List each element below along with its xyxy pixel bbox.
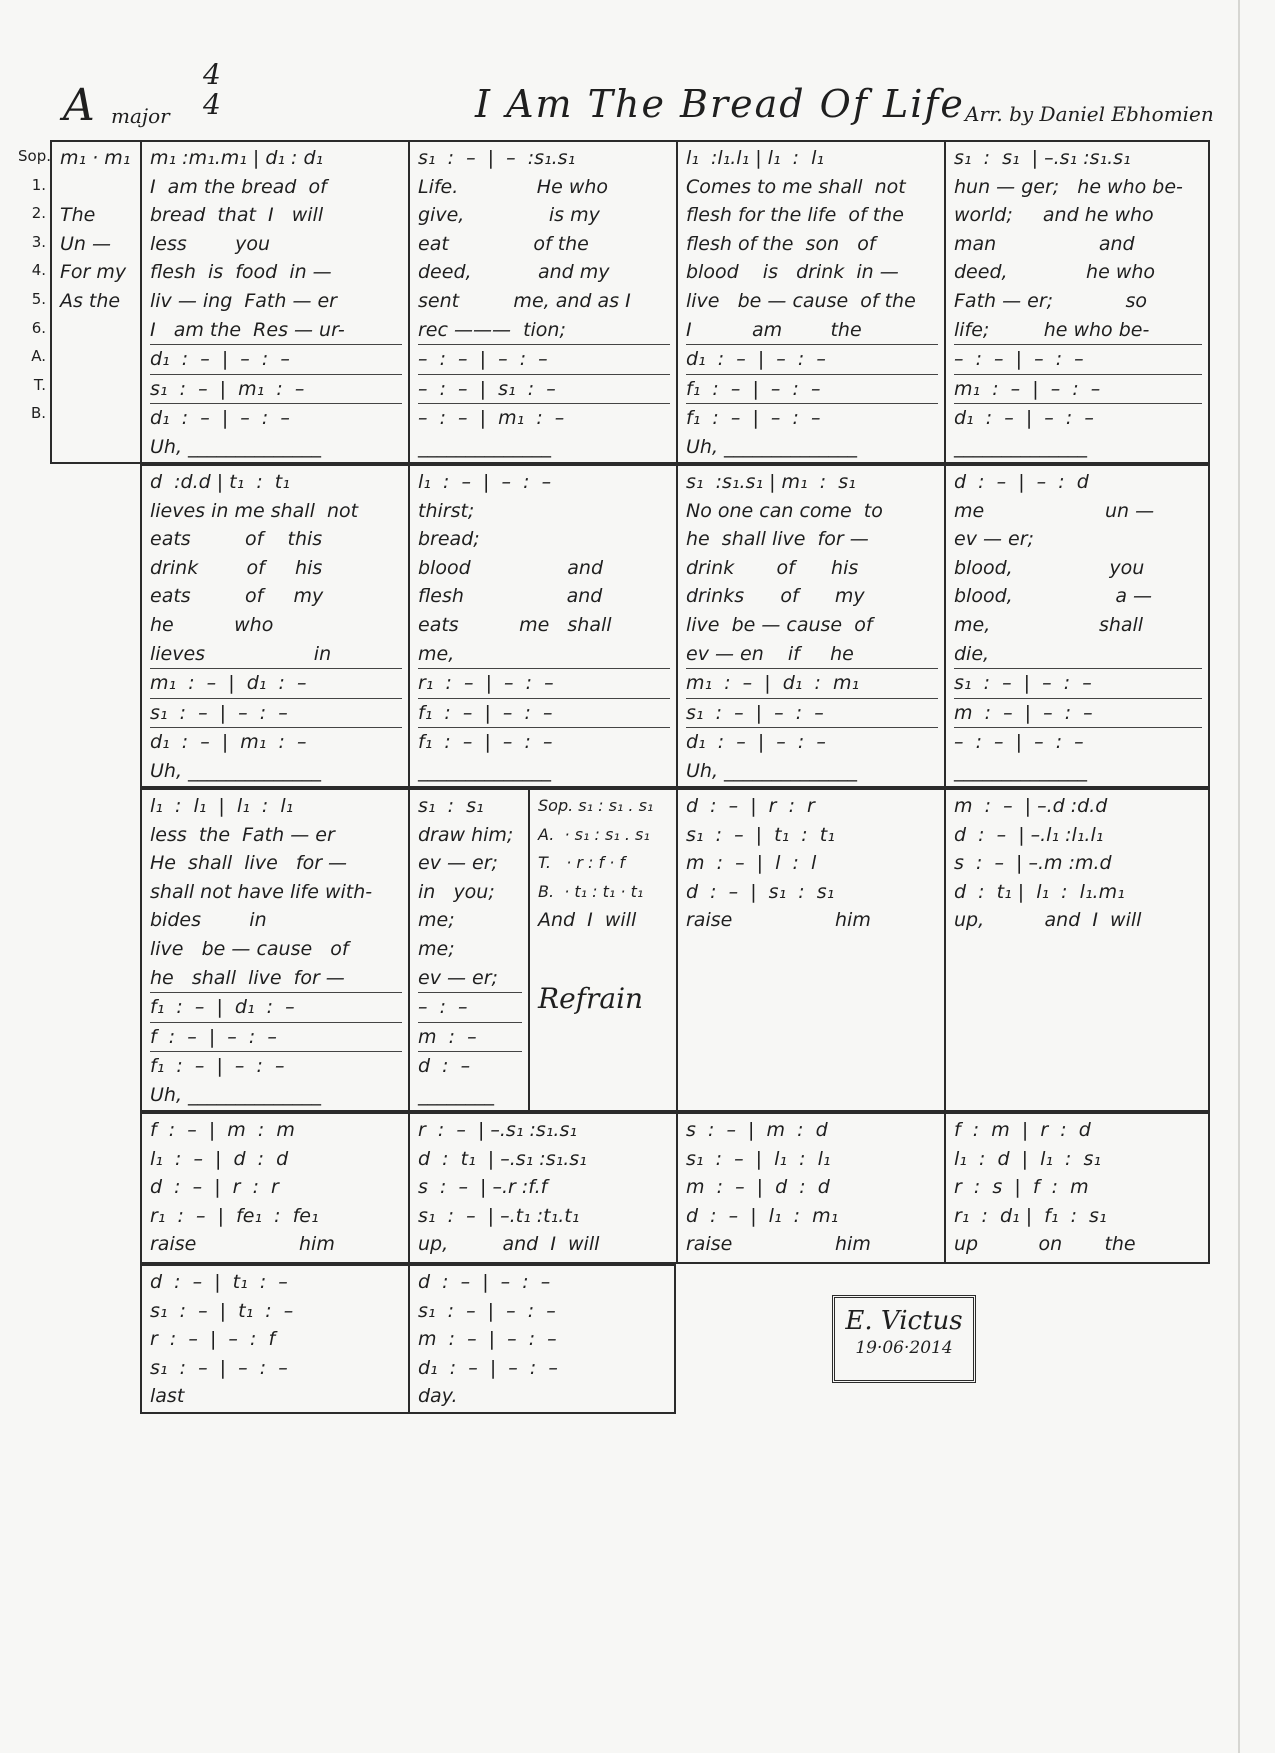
signature-name: E. Victus — [845, 1306, 963, 1336]
line: f₁ : – | – : – — [418, 698, 670, 728]
line: d₁ : – | – : – — [954, 403, 1202, 433]
line: r₁ : – | fe₁ : fe₁ — [150, 1204, 319, 1227]
line: Uh, ______________ — [686, 759, 858, 782]
line: – : – | – : – — [418, 344, 670, 374]
label: T. — [33, 375, 46, 394]
line: I am the bread of — [150, 175, 327, 198]
label: Sop. — [18, 147, 51, 165]
line: bread that I will — [150, 204, 324, 227]
line: drink of his — [686, 556, 859, 579]
line: r₁ : d₁ | f₁ : s₁ — [954, 1204, 1107, 1227]
line: r : – | –.s₁ :s₁.s₁ — [418, 1119, 577, 1141]
line: d₁ : – | – : – — [418, 1356, 558, 1379]
time-signature-top: 4 — [203, 58, 221, 91]
line: l₁ : – | – : – — [418, 471, 552, 493]
line: s₁ : – | – : – — [150, 1356, 288, 1379]
line: d : – | r : r — [686, 795, 815, 817]
line: lieves in me shall not — [150, 499, 359, 522]
line: f : – | m : m — [150, 1119, 295, 1141]
line: raise him — [686, 1233, 871, 1256]
line: d : t₁ | l₁ : l₁.m₁ — [954, 880, 1125, 903]
line: up, and I will — [418, 1233, 600, 1256]
time-signature — [203, 60, 221, 120]
line: raise him — [686, 909, 871, 932]
line: rec ——— tion; — [418, 318, 566, 341]
line: I am the Res — ur- — [150, 318, 345, 341]
line: ev — en if he — [686, 642, 854, 665]
label: 5. — [31, 289, 46, 308]
measure — [410, 1114, 678, 1262]
line: in you; — [418, 880, 495, 903]
line: – : – — [418, 992, 522, 1022]
arranger-credit: Arr. by Daniel Ebhomien — [965, 102, 1214, 126]
line: less you — [150, 232, 270, 255]
line: s₁ : – | –.t₁ :t₁.t₁ — [418, 1204, 580, 1227]
line: live be — cause of the — [686, 289, 916, 312]
line: s₁ : – | – : – — [150, 698, 402, 728]
measure — [410, 142, 678, 462]
measure — [142, 142, 410, 462]
line: drink of his — [150, 556, 323, 579]
line: d : – | t₁ : – — [150, 1271, 288, 1293]
line: he shall live for — — [150, 966, 345, 989]
line: – : – | – : – — [954, 727, 1202, 757]
line: For my — [60, 261, 127, 284]
line: me, shall — [954, 613, 1144, 636]
line: ______________ — [954, 435, 1087, 458]
line: d : – — [418, 1051, 522, 1081]
line: m : – — [418, 1022, 522, 1052]
line: f₁ : – | – : – — [150, 1051, 402, 1081]
measure — [410, 790, 530, 1110]
line: ev — er; — [954, 528, 1034, 551]
line: blood and — [418, 556, 604, 579]
line: f₁ : – | – : – — [686, 403, 938, 433]
line: thirst; — [418, 499, 475, 522]
measure — [142, 1266, 410, 1412]
song-title: I Am The Bread Of Life — [475, 82, 965, 126]
measure — [678, 1114, 946, 1262]
time-signature-bottom: 4 — [203, 88, 221, 121]
line: d : – | – : – — [418, 1271, 551, 1293]
line: flesh for the life of the — [686, 204, 904, 227]
line: And I will — [538, 909, 637, 932]
line: l₁ : d | l₁ : s₁ — [954, 1147, 1102, 1170]
line: eats me shall — [418, 613, 612, 636]
line: blood, a — — [954, 585, 1153, 608]
measure — [410, 466, 678, 786]
line: s : – | –.r :f.f — [418, 1176, 548, 1199]
line: ______________ — [418, 435, 551, 458]
line: give, is my — [418, 204, 600, 227]
line: life; he who be- — [954, 318, 1150, 341]
line: f₁ : – | d₁ : – — [150, 992, 402, 1022]
line: blood, you — [954, 556, 1145, 579]
line: f₁ : – | – : – — [686, 374, 938, 404]
label: 4. — [31, 261, 46, 280]
line: d₁ : – | – : – — [686, 727, 938, 757]
line: Uh, ______________ — [150, 1083, 322, 1106]
label: B. — [30, 404, 46, 423]
line: m₁ : – | d₁ : m₁ — [686, 668, 938, 698]
line: s₁ : s₁ | –.s₁ :s₁.s₁ — [954, 147, 1131, 169]
line: flesh is food in — — [150, 261, 332, 284]
line: he who — [150, 613, 274, 636]
label: 1. — [31, 175, 46, 194]
line: d : – | s₁ : s₁ — [686, 880, 835, 903]
line: draw him; — [418, 823, 514, 846]
line: s₁ : – | – : – — [418, 1299, 556, 1322]
line: T. · r : f · f — [538, 853, 626, 873]
line: live be — cause of — [686, 613, 873, 636]
line — [60, 316, 134, 345]
system-5 — [140, 1264, 676, 1414]
line: live be — cause of — [150, 937, 349, 960]
line: bread; — [418, 528, 480, 551]
line: sent me, and as I — [418, 289, 631, 312]
key-letter: A — [63, 80, 95, 131]
line: r : – | – : f — [150, 1328, 276, 1351]
line: s₁ : – | l₁ : l₁ — [686, 1147, 831, 1170]
line: – : – | m₁ : – — [418, 403, 670, 433]
line: eats of this — [150, 528, 323, 551]
line: s₁ : s₁ — [418, 795, 484, 817]
line: f : m | r : d — [954, 1119, 1091, 1141]
line: ev — er; — [418, 852, 498, 875]
line: s₁ : – | t₁ : t₁ — [686, 823, 835, 846]
line: me; — [418, 937, 455, 960]
line: up, and I will — [954, 909, 1142, 932]
line: me, — [418, 642, 455, 665]
line: Uh, ______________ — [686, 435, 858, 458]
line: s : – | m : d — [686, 1119, 828, 1141]
line: – : – | s₁ : – — [418, 374, 670, 404]
measure — [142, 790, 410, 1110]
line: d₁ : – | – : – — [150, 344, 402, 374]
line: d₁ : – | – : – — [686, 344, 938, 374]
line: Comes to me shall not — [686, 175, 906, 198]
line: drinks of my — [686, 585, 865, 608]
line: die, — [954, 642, 990, 665]
line: Life. He who — [418, 175, 609, 198]
line: m : – | – : – — [954, 698, 1202, 728]
line: m₁ :m₁.m₁ | d₁ : d₁ — [150, 147, 324, 169]
measure — [946, 790, 1208, 1110]
line: eat of the — [418, 232, 589, 255]
line: d : – | – : d — [954, 471, 1089, 493]
measure — [678, 142, 946, 462]
line: f₁ : – | – : – — [418, 727, 670, 757]
line: up on the — [954, 1233, 1136, 1256]
line: Uh, ______________ — [150, 759, 322, 782]
line: s₁ : – | t₁ : – — [150, 1299, 294, 1322]
line: B. · t₁ : t₁ · t₁ — [538, 881, 644, 901]
system-1 — [50, 140, 1210, 464]
line: flesh of the son of — [686, 232, 876, 255]
line: eats of my — [150, 585, 324, 608]
pickup-measure — [52, 142, 142, 462]
line: The — [60, 204, 96, 227]
line: deed, and my — [418, 261, 610, 284]
line: m : – | –.d :d.d — [954, 795, 1108, 817]
refrain-pickup — [530, 790, 678, 1110]
line: me un — — [954, 499, 1155, 522]
line: d : – | l₁ : m₁ — [686, 1204, 839, 1227]
line: deed, he who — [954, 261, 1156, 284]
measure — [946, 466, 1208, 786]
line: l₁ : l₁ | l₁ : l₁ — [150, 795, 294, 817]
measure — [142, 1114, 410, 1262]
line: less the Fath — er — [150, 823, 335, 846]
signature-stamp — [832, 1295, 976, 1383]
key-word: major — [111, 104, 170, 128]
line: d₁ : – | m₁ : – — [150, 727, 402, 757]
line: m₁ · m₁ — [60, 147, 131, 169]
line: day. — [418, 1385, 458, 1408]
line: man and — [954, 232, 1135, 255]
line: hun — ger; he who be- — [954, 175, 1183, 198]
line: Fath — er; so — [954, 289, 1148, 312]
line: He shall live for — — [150, 852, 348, 875]
line: s₁ :s₁.s₁ | m₁ : s₁ — [686, 471, 856, 493]
line: r : s | f : m — [954, 1176, 1089, 1199]
line: Sop. s₁ : s₁ . s₁ — [538, 796, 654, 815]
label: 3. — [31, 232, 46, 251]
line: liv — ing Fath — er — [150, 289, 337, 312]
line: s : – | –.m :m.d — [954, 852, 1112, 875]
label: 2. — [31, 204, 46, 223]
line: – : – | – : – — [954, 344, 1202, 374]
line: d : – | –.l₁ :l₁.l₁ — [954, 823, 1104, 846]
line: m : – | – : – — [418, 1328, 557, 1351]
measure — [142, 466, 410, 786]
line: f : – | – : – — [150, 1022, 402, 1052]
signature-date: 19·06·2014 — [855, 1338, 953, 1358]
page-edge — [1238, 0, 1240, 1753]
system-3 — [140, 788, 1210, 1112]
line: raise him — [150, 1233, 335, 1256]
measure — [946, 142, 1208, 462]
measure — [410, 1266, 674, 1412]
line: m₁ : – | – : – — [954, 374, 1202, 404]
measure — [678, 790, 946, 1110]
line: me; — [418, 909, 455, 932]
line: lieves in — [150, 642, 332, 665]
line: A. · s₁ : s₁ . s₁ — [538, 824, 650, 844]
system-4 — [140, 1112, 1210, 1264]
line: r₁ : – | – : – — [418, 668, 670, 698]
line: Un — — [60, 232, 111, 255]
line: shall not have life with- — [150, 880, 373, 903]
line: s₁ : – | – :s₁.s₁ — [418, 147, 576, 169]
line: s₁ : – | – : – — [686, 698, 938, 728]
line: l₁ : – | d : d — [150, 1147, 289, 1170]
line: ________ — [418, 1083, 494, 1106]
line: I am the — [686, 318, 862, 341]
line: l₁ :l₁.l₁ | l₁ : l₁ — [686, 147, 825, 169]
line: d : – | r : r — [150, 1176, 279, 1199]
system-2 — [140, 464, 1210, 788]
line: d :d.d | t₁ : t₁ — [150, 471, 290, 493]
refrain-label: Refrain — [538, 982, 644, 1015]
line: last — [150, 1385, 185, 1408]
line: No one can come to — [686, 499, 883, 522]
line: As the — [60, 289, 121, 312]
line: d₁ : – | – : – — [150, 403, 402, 433]
line: m : – | d : d — [686, 1176, 830, 1199]
line: d : t₁ | –.s₁ :s₁.s₁ — [418, 1147, 587, 1170]
label: A. — [31, 347, 46, 366]
line: s₁ : – | – : – — [954, 668, 1202, 698]
line — [60, 173, 134, 202]
line: m₁ : – | d₁ : – — [150, 668, 402, 698]
header — [55, 58, 1225, 138]
line: Uh, ______________ — [150, 435, 322, 458]
line: m : – | l : l — [686, 852, 817, 875]
voice-labels — [18, 142, 50, 428]
line: world; and he who — [954, 204, 1154, 227]
line: he shall live for — — [686, 528, 869, 551]
measure — [678, 466, 946, 786]
line: s₁ : – | m₁ : – — [150, 374, 402, 404]
line: ev — er; — [418, 966, 498, 989]
label: 6. — [31, 318, 46, 337]
line: flesh and — [418, 585, 603, 608]
line: ______________ — [954, 759, 1087, 782]
line: blood is drink in — — [686, 261, 899, 284]
measure — [946, 1114, 1208, 1262]
line: bides in — [150, 909, 267, 932]
line: ______________ — [418, 759, 551, 782]
